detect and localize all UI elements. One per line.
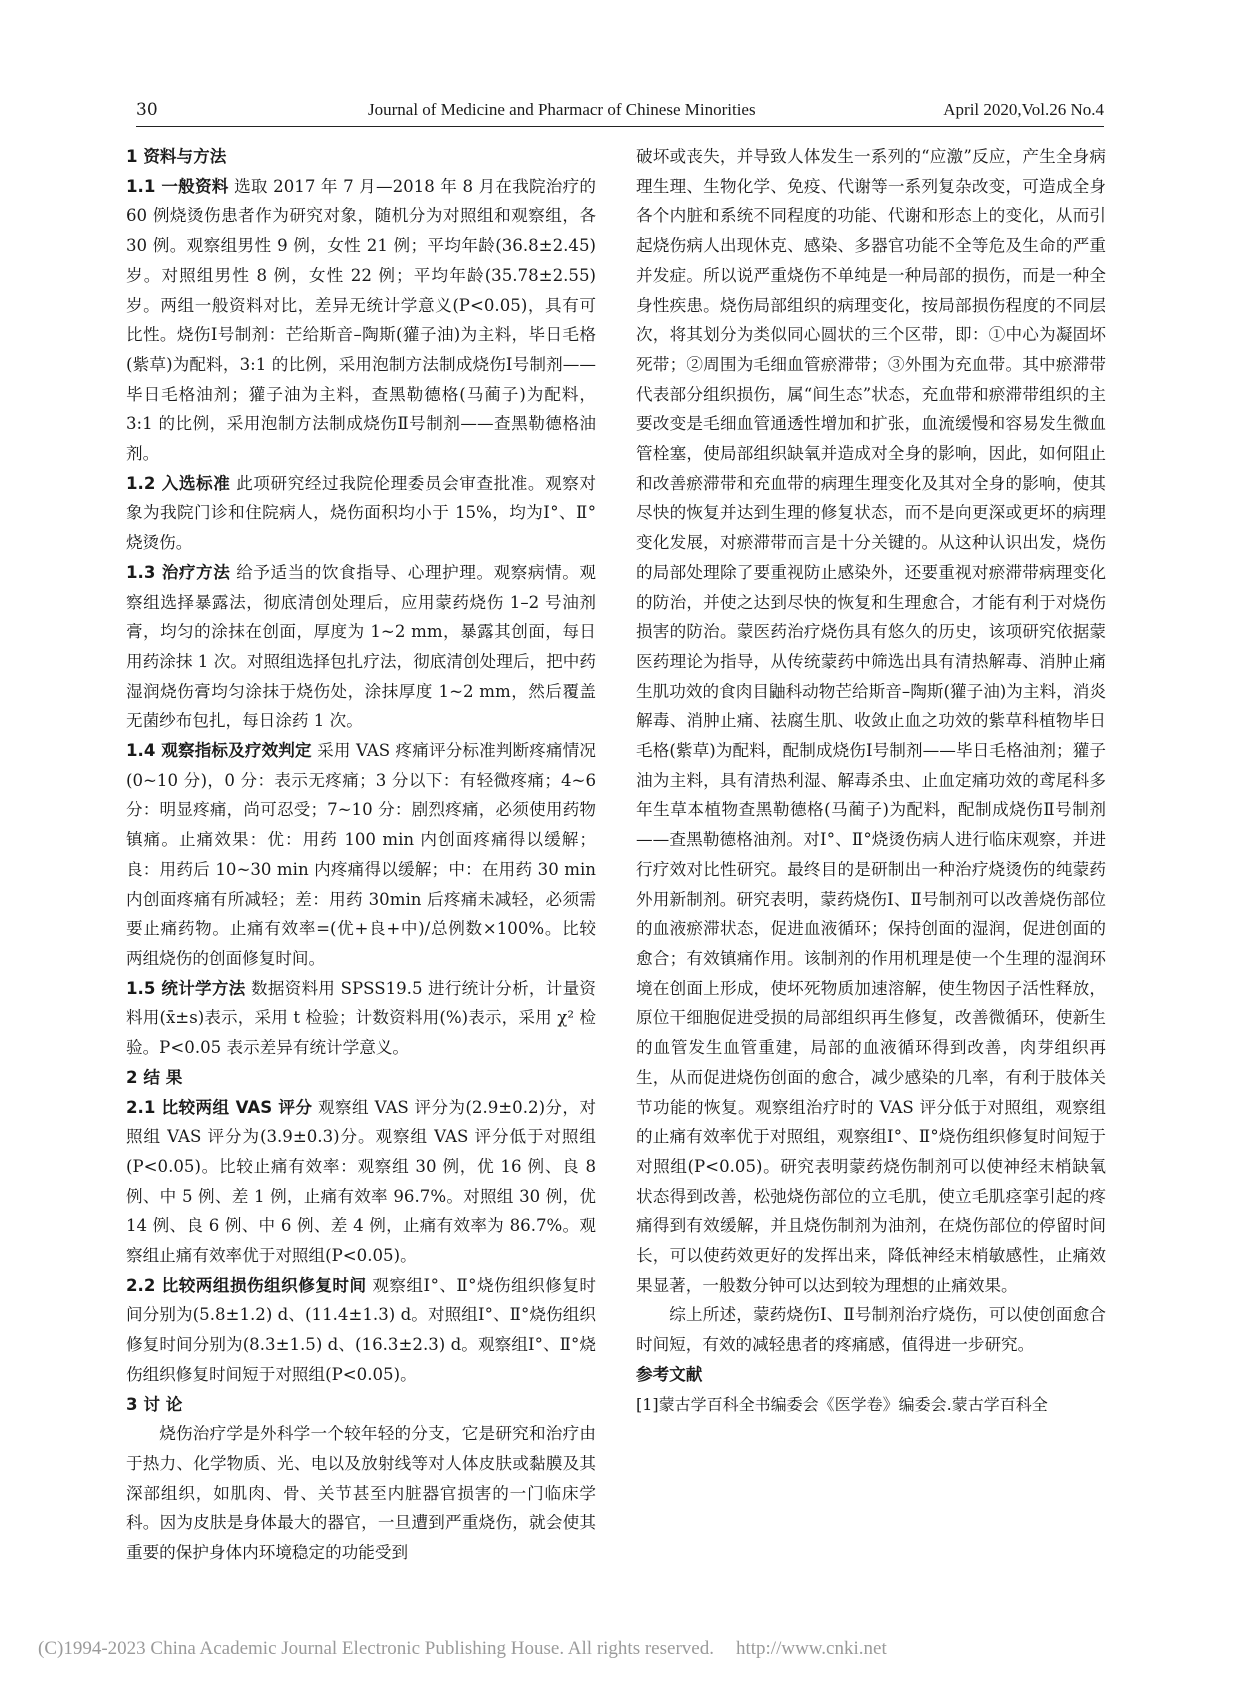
paragraph-1-3-body: 给予适当的饮食指导、心理护理。观察病情。观察组选择暴露法，彻底清创处理后，应用蒙药烧伤 1–2 号油剂膏，均匀的涂抹在创面，厚度为 1~2 mm，暴露其创面，每日用药涂抹 1 次。对照组选择包扎疗法，彻底清创处理后，把中药湿润烧伤膏均匀涂抹于烧伤处，涂抹厚度 1~2 mm，然后覆盖无菌纱布包扎，每日涂药 1 次。 <box>126 562 596 731</box>
paragraph-2-1-body: 观察组 VAS 评分为(2.9±0.2)分，对照组 VAS 评分为(3.9±0.3)分。观察组 VAS 评分低于对照组(P<0.05)。比较止痛有效率：观察组 30 例，优 16 例、良 8 例、中 5 例、差 1 例，止痛有效率 96.7%。对照组 30 例，优 14 例、良 6 例、中 6 例、差 4 例，止痛有效率为 86.7%。观察组止痛有效率优于对照组(P<0.05)。 <box>126 1097 596 1266</box>
left-column <box>126 142 596 1568</box>
paragraph-2-2-body: 观察组Ⅰ°、Ⅱ°烧伤组织修复时间分别为(5.8±1.2) d、(11.4±1.3) d。对照组Ⅰ°、Ⅱ°烧伤组织修复时间分别为(8.3±1.5) d、(16.3±2.3) d。观察组Ⅰ°、Ⅱ°烧伤组织修复时间短于对照组(P<0.05)。 <box>126 1275 596 1384</box>
paragraph-2-1 <box>126 1093 596 1271</box>
paragraph-3-2: 综上所述，蒙药烧伤Ⅰ、Ⅱ号制剂治疗烧伤，可以使创面愈合时间短，有效的减轻患者的疼痛感，值得进一步研究。 <box>636 1305 1106 1355</box>
paragraph-3-1-continued: 破坏或丧失，并导致人体发生一系列的“应激”反应，产生全身病理生理、生物化学、免疫、代谢等一系列复杂改变，可造成全身各个内脏和系统不同程度的功能、代谢和形态上的变化，从而引起烧伤病人出现休克、感染、多器官功能不全等危及生命的严重并发症。所以说严重烧伤不单纯是一种局部的损伤，而是一种全身性疾患。烧伤局部组织的病理变化，按局部损伤程度的不同层次，将其划分为类似同心圆状的三个区带，即：①中心为凝固坏死带；②周围为毛细血管瘀滞带；③外围为充血带。其中瘀滞带代表部分组织损伤，属“间生态”状态，充血带和瘀滞带组织的主要改变是毛细血管通透性增加和扩张，血流缓慢和容易发生微血管栓塞，使局部组织缺氧并造成对全身的影响，因此，如何阻止和改善瘀滞带和充血带的病理生理变化及其对全身的影响，使其尽快的恢复并达到生理的修复状态，而不是向更深或更坏的病理变化发展，对瘀滞带而言是十分关键的。从这种认识出发，烧伤的局部处理除了要重视防止感染外，还要重视对瘀滞带病理变化的防治，并使之达到尽快的恢复和生理愈合，才能有利于对烧伤损害的防治。蒙医药治疗烧伤具有悠久的历史，该项研究依据蒙医药理论为指导，从传统蒙药中筛选出具有清热解毒、消肿止痛生肌功效的食肉目鼬科动物芒给斯音–陶斯(獾子油)为主料，消炎解毒、消肿止痛、祛腐生肌、收敛止血之功效的紫草科植物毕日毛格(紫草)为配料，配制成烧伤Ⅰ号制剂——毕日毛格油剂；獾子油为主料，具有清热利湿、解毒杀虫、止血定痛功效的鸢尾科多年生草本植物查黑勒德格(马蔺子)为配料，配制成烧伤Ⅱ号制剂——查黑勒德格油剂。对Ⅰ°、Ⅱ°烧烫伤病人进行临床观察，并进行疗效对比性研究。最终目的是研制出一种治疗烧烫伤的纯蒙药外用新制剂。研究表明，蒙药烧伤Ⅰ、Ⅱ号制剂可以改善烧伤部位的血液瘀滞状态，促进血液循环；保持创面的湿润，促进创面的愈合；有效镇痛作用。该制剂的作用机理是使一个生理的湿润环境在创面上形成，使坏死物质加速溶解，使生物因子活性释放，原位干细胞促进受损的局部组织再生修复，改善微循环，使新生的血管发生血管重建，局部的血液循环得到改善，肉芽组织再生，从而促进烧伤创面的愈合，减少感染的几率，有利于肢体关节功能的恢复。观察组治疗时的 VAS 评分低于对照组，观察组的止痛有效率优于对照组，观察组Ⅰ°、Ⅱ°烧伤组织修复时间短于对照组(P<0.05)。研究表明蒙药烧伤制剂可以使神经末梢缺氧状态得到改善，松弛烧伤部位的立毛肌，使立毛肌痉挛引起的疼痛得到有效缓解，并且烧伤制剂为油剂，在烧伤部位的停留时间长，可以使药效更好的发挥出来，降低神经末梢敏感性，止痛效果显著，一般数分钟可以达到较为理想的止痛效果。 <box>636 147 1106 1295</box>
subsection-1-1-title: 1.1 一般资料 <box>126 176 229 196</box>
subsection-1-5-title: 1.5 统计学方法 <box>126 978 246 998</box>
paragraph-1-2-body: 此项研究经过我院伦理委员会审查批准。观察对象为我院门诊和住院病人，烧伤面积均小于 15%，均为Ⅰ°、Ⅱ°烧烫伤。 <box>126 473 596 553</box>
paragraph-1-3 <box>126 558 596 736</box>
subsection-2-1-title: 2.1 比较两组 VAS 评分 <box>126 1097 313 1117</box>
journal-title: Journal of Medicine and Pharmacr of Chinese Minorities <box>368 100 756 119</box>
subsection-2-2-title: 2.2 比较两组损伤组织修复时间 <box>126 1275 367 1295</box>
reference-1: [1]蒙古学百科全书编委会《医学卷》编委会.蒙古学百科全 <box>636 1394 1048 1414</box>
paragraph-1-5 <box>126 974 596 1063</box>
subsection-1-4-title: 1.4 观察指标及疗效判定 <box>126 741 312 761</box>
copyright-text: (C)1994-2023 China Academic Journal Electronic Publishing House. All rights reserved. <box>38 1638 714 1659</box>
paragraph-1-1-body: 选取 2017 年 7 月—2018 年 8 月在我院治疗的 60 例烧烫伤患者作为研究对象，随机分为对照组和观察组，各 30 例。观察组男性 9 例，女性 21 例；平均年龄(36.8±2.45)岁。对照组男性 8 例，女性 22 例；平均年龄(35.78±2.55)岁。两组一般资料对比，差异无统计学意义(P<0.05)，具有可比性。烧伤Ⅰ号制剂：芒给斯音–陶斯(獾子油)为主料，毕日毛格(紫草)为配料，3:1 的比例，采用泡制方法制成烧伤Ⅰ号制剂——毕日毛格油剂；獾子油为主料，查黑勒德格(马蔺子)为配料，3:1 的比例，采用泡制方法制成烧伤Ⅱ号制剂——查黑勒德格油剂。 <box>126 176 596 464</box>
paragraph-1-4 <box>126 736 596 974</box>
cnki-link[interactable]: http://www.cnki.net <box>735 1638 887 1659</box>
section-2-title: 2 结 果 <box>126 1067 183 1087</box>
paragraph-1-2 <box>126 469 596 558</box>
issue-info: April 2020,Vol.26 No.4 <box>943 100 1104 119</box>
running-header <box>136 96 1104 127</box>
subsection-1-3-title: 1.3 治疗方法 <box>126 562 231 582</box>
section-1-title: 1 资料与方法 <box>126 147 227 166</box>
paragraph-1-1 <box>126 172 596 469</box>
paragraph-3-1: 烧伤治疗学是外科学一个较年轻的分支，它是研究和治疗由于热力、化学物质、光、电以及放射线等对人体皮肤或黏膜及其深部组织，如肌肉、骨、关节甚至内脏器官损害的一门临床学科。因为皮肤是身体最大的器官，一旦遭到严重烧伤，就会使其重要的保护身体内环境稳定的功能受到 <box>126 1424 596 1563</box>
paragraph-1-5-body: 数据资料用 SPSS19.5 进行统计分析，计量资料用(x̄±s)表示，采用 t 检验；计数资料用(%)表示，采用 χ² 检验。P<0.05 表示差异有统计学意义。 <box>126 978 596 1058</box>
paragraph-1-4-body: 采用 VAS 疼痛评分标准判断疼痛情况(0~10 分)，0 分：表示无疼痛；3 分以下：有轻微疼痛；4~6 分：明显疼痛，尚可忍受；7~10 分：剧烈疼痛，必须使用药物镇痛。止痛效果：优：用药 100 min 内创面疼痛得以缓解；良：用药后 10~30 min 内疼痛得以缓解；中：在用药 30 min 内创面疼痛有所减轻；差：用药 30min 后疼痛未减轻，必须需要止痛药物。止痛有效率=(优+良+中)/总例数×100%。比较两组烧伤的创面修复时间。 <box>126 741 596 968</box>
subsection-1-2-title: 1.2 入选标准 <box>126 473 231 493</box>
paragraph-2-2 <box>126 1271 596 1390</box>
copyright-footer <box>38 1638 1208 1660</box>
page-number: 30 <box>136 100 158 120</box>
section-3-title: 3 讨 论 <box>126 1394 183 1414</box>
references-title: 参考文献 <box>636 1364 703 1384</box>
right-column <box>636 142 1106 1419</box>
